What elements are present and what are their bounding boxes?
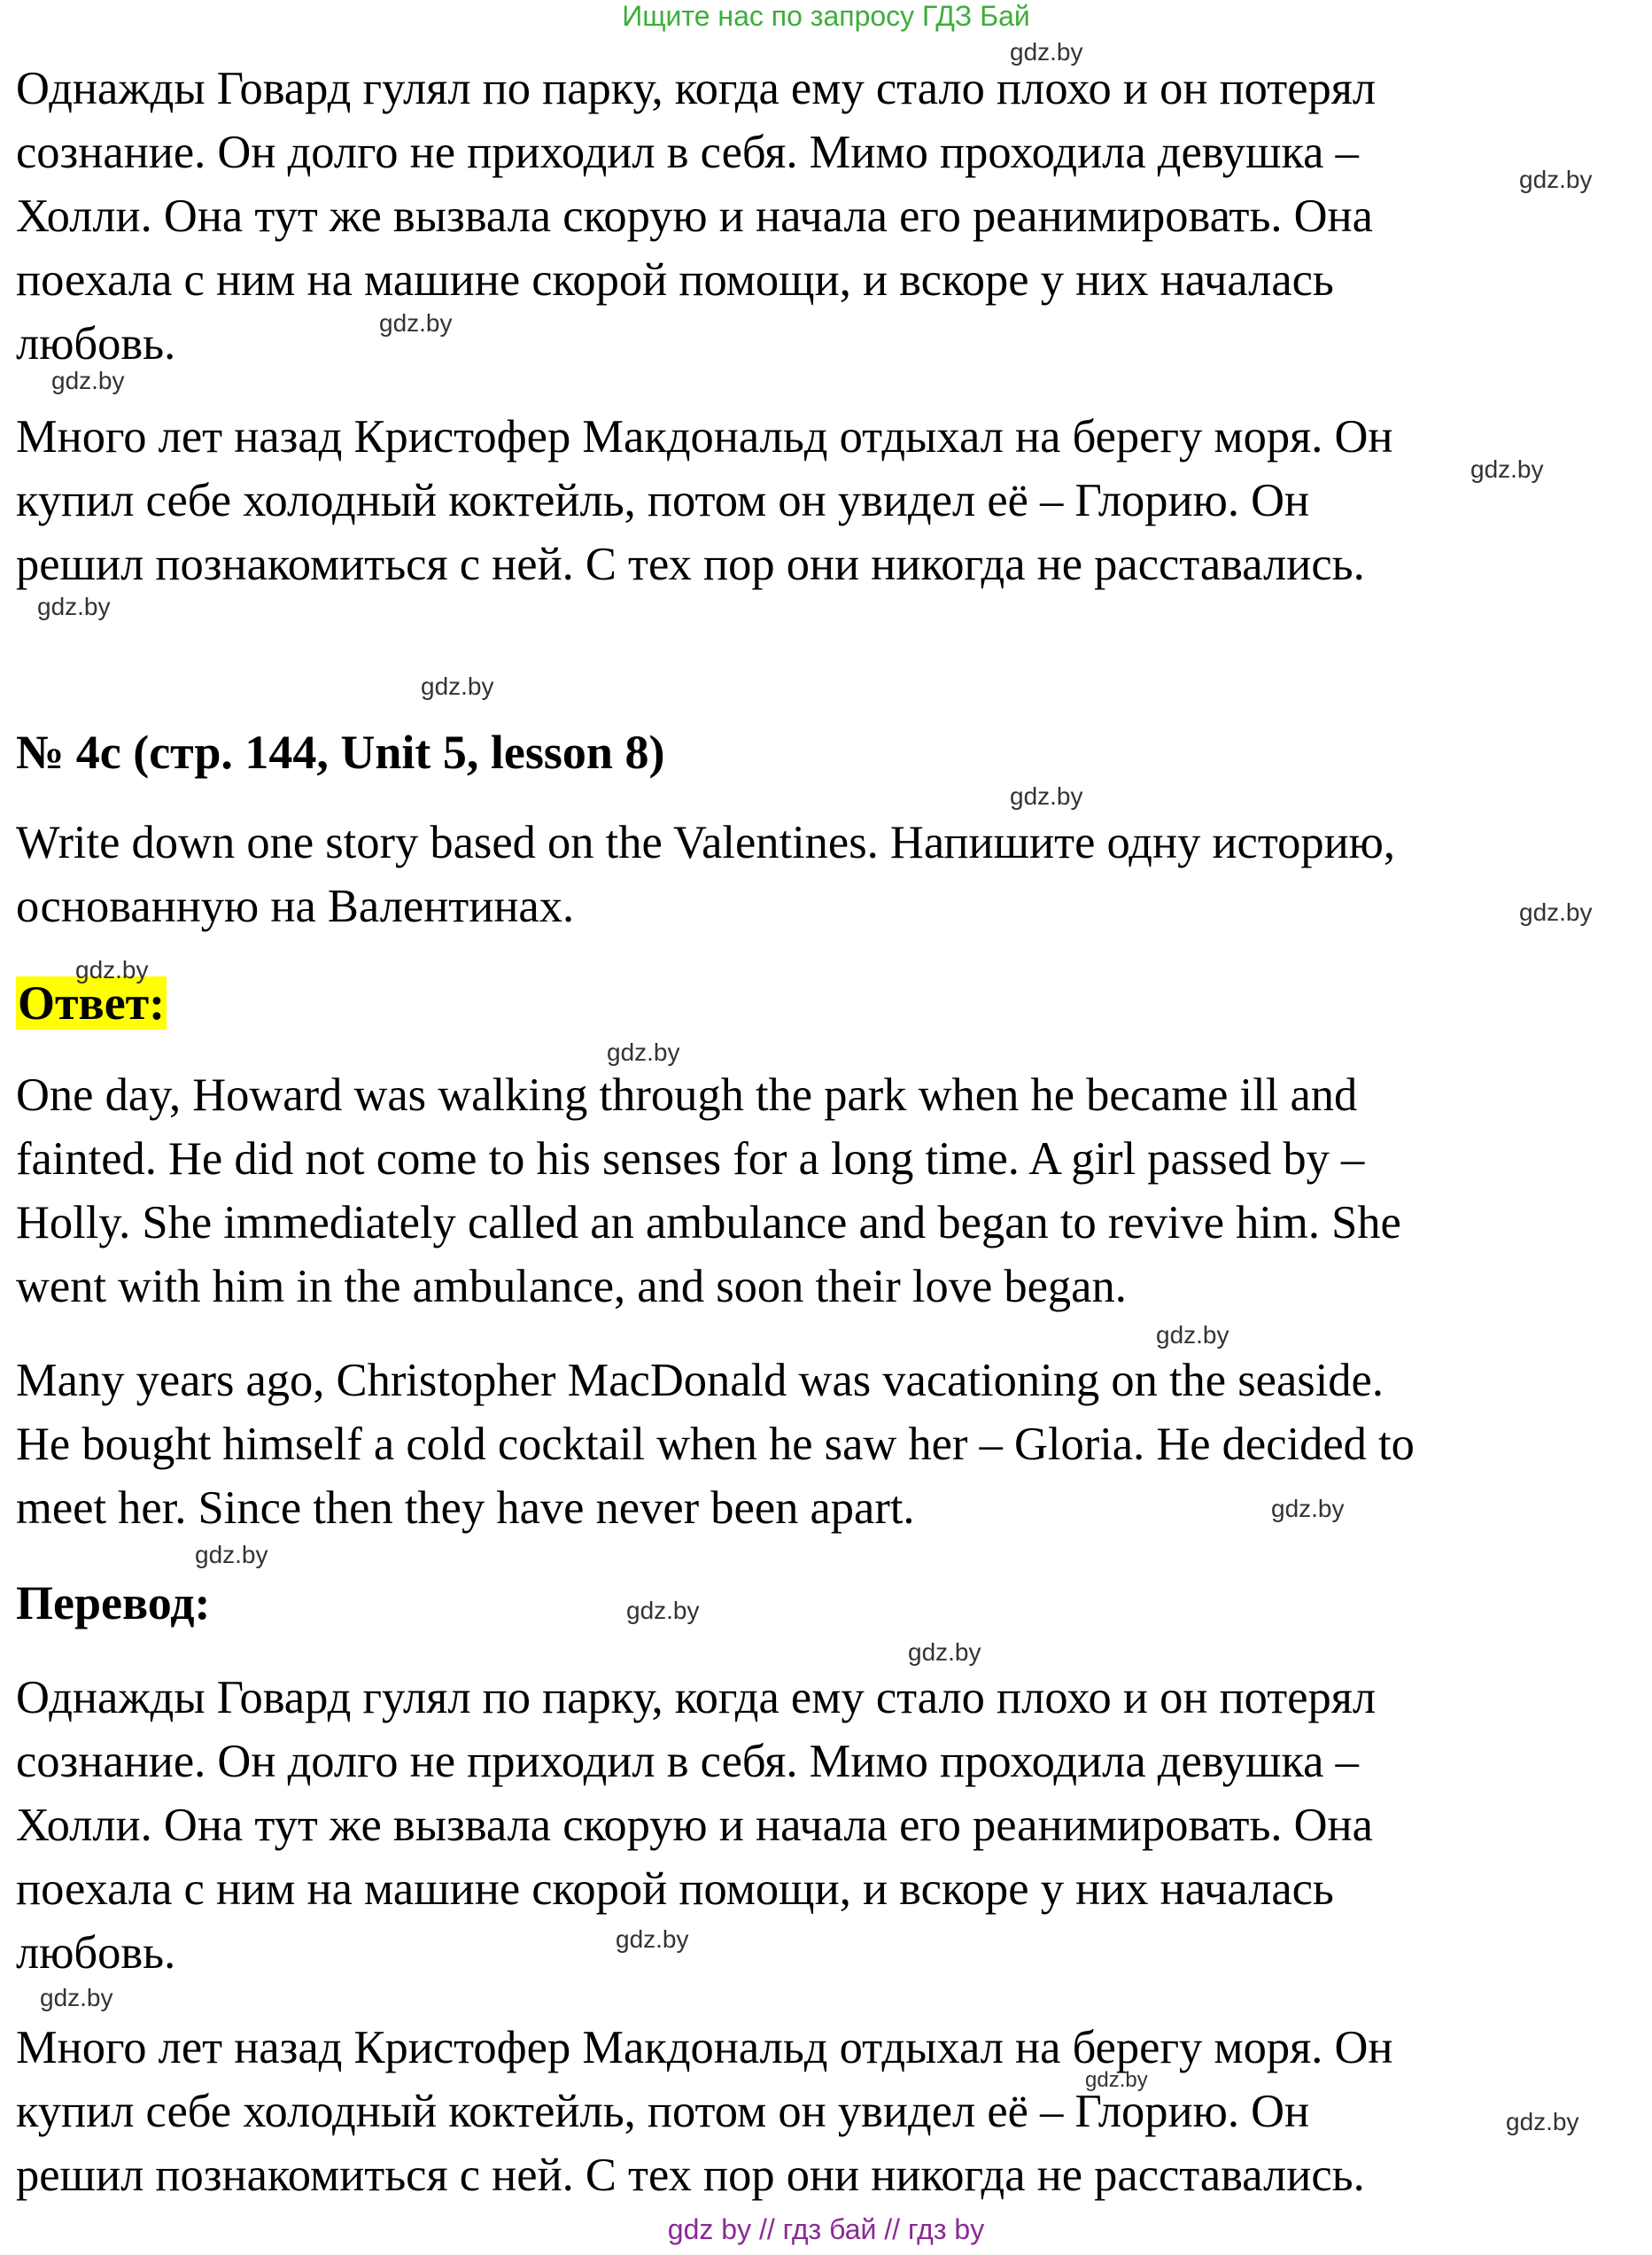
answer-label-highlight: Ответ: <box>18 976 166 1030</box>
top-translation-paragraph-1 <box>16 57 1628 376</box>
watermark: gdz.by <box>1470 455 1544 483</box>
watermark: gdz.by <box>1156 1321 1229 1349</box>
watermark: gdz.by <box>1010 38 1083 66</box>
text-line: любовь. <box>16 318 176 369</box>
text-line: Много лет назад Кристофер Макдональд отдыхал на берегу моря. Он <box>16 2022 1393 2073</box>
watermark: gdz.by <box>908 1638 981 1666</box>
task-heading: № 4c (стр. 144, Unit 5, lesson 8) <box>16 726 665 779</box>
watermark: gdz.by <box>607 1038 680 1066</box>
text-line: сознание. Он долго не приходил в себя. Мимо проходила девушка – <box>16 127 1359 178</box>
text-line: купил себе холодный коктейль, потом он увидел её – Глорию. Он <box>16 2086 1310 2137</box>
translation-label: Перевод: <box>16 1576 211 1629</box>
text-line: Write down one story based on the Valentines. Напишите одну историю, <box>16 817 1396 868</box>
text-line: решил познакомиться с ней. С тех пор они никогда не расставались. <box>16 539 1365 590</box>
text-line: решил познакомиться с ней. С тех пор они никогда не расставались. <box>16 2150 1365 2201</box>
text-line: went with him in the ambulance, and soon their love began. <box>16 1261 1127 1312</box>
text-line: основанную на Валентинах. <box>16 881 575 932</box>
text-line: купил себе холодный коктейль, потом он увидел её – Глорию. Он <box>16 475 1310 526</box>
text-line: One day, Howard was walking through the park when he became ill and <box>16 1069 1358 1121</box>
text-line: Много лет назад Кристофер Макдональд отдыхал на берегу моря. Он <box>16 411 1393 463</box>
watermark: gdz.by <box>195 1541 268 1568</box>
text-line: meet her. Since then they have never been apart. <box>16 1482 915 1534</box>
watermark: gdz.by <box>75 956 149 984</box>
answer-paragraph-1 <box>16 1063 1628 1318</box>
text-line: He bought himself a cold cocktail when he saw her – Gloria. He decided to <box>16 1419 1415 1470</box>
text-line: fainted. He did not come to his senses for a long time. A girl passed by – <box>16 1133 1365 1185</box>
watermark: gdz.by <box>1085 2068 1148 2092</box>
watermark: gdz.by <box>616 1925 689 1953</box>
watermark: gdz.by <box>51 367 125 394</box>
text-line: сознание. Он долго не приходил в себя. Мимо проходила девушка – <box>16 1736 1359 1787</box>
watermark: gdz.by <box>626 1597 700 1624</box>
text-line: любовь. <box>16 1927 176 1979</box>
answer-paragraph-2 <box>16 1349 1628 1540</box>
task-instruction <box>16 811 1628 938</box>
text-line: Однажды Говард гулял по парку, когда ему стало плохо и он потерял <box>16 63 1377 114</box>
text-line: Holly. She immediately called an ambulance and began to revive him. She <box>16 1197 1401 1248</box>
watermark: gdz.by <box>40 1984 113 2011</box>
watermark: gdz.by <box>1010 782 1083 810</box>
text-line: Холли. Она тут же вызвала скорую и начала его реанимировать. Она <box>16 191 1373 242</box>
watermark: gdz.by <box>421 673 494 700</box>
site-banner: Ищите нас по запросу ГДЗ Бай <box>622 0 1030 32</box>
watermark: gdz.by <box>1271 1495 1345 1522</box>
watermark: gdz.by <box>37 593 111 620</box>
footer-links[interactable]: gdz by // гдз бай // гдз by <box>667 2213 985 2245</box>
watermark: gdz.by <box>379 309 453 337</box>
text-line: Однажды Говард гулял по парку, когда ему стало плохо и он потерял <box>16 1672 1377 1723</box>
text-line: поехала с ним на машине скорой помощи, и вскоре у них началась <box>16 254 1334 306</box>
translation-paragraph-2 <box>16 2016 1628 2207</box>
text-line: поехала с ним на машине скорой помощи, и вскоре у них началась <box>16 1863 1334 1915</box>
watermark: gdz.by <box>1519 166 1593 193</box>
text-line: Many years ago, Christopher MacDonald was vacationing on the seaside. <box>16 1355 1384 1406</box>
watermark: gdz.by <box>1506 2108 1579 2135</box>
translation-paragraph-1 <box>16 1666 1628 1985</box>
top-translation-paragraph-2 <box>16 405 1628 596</box>
watermark: gdz.by <box>1519 898 1593 926</box>
text-line: Холли. Она тут же вызвала скорую и начала его реанимировать. Она <box>16 1800 1373 1851</box>
